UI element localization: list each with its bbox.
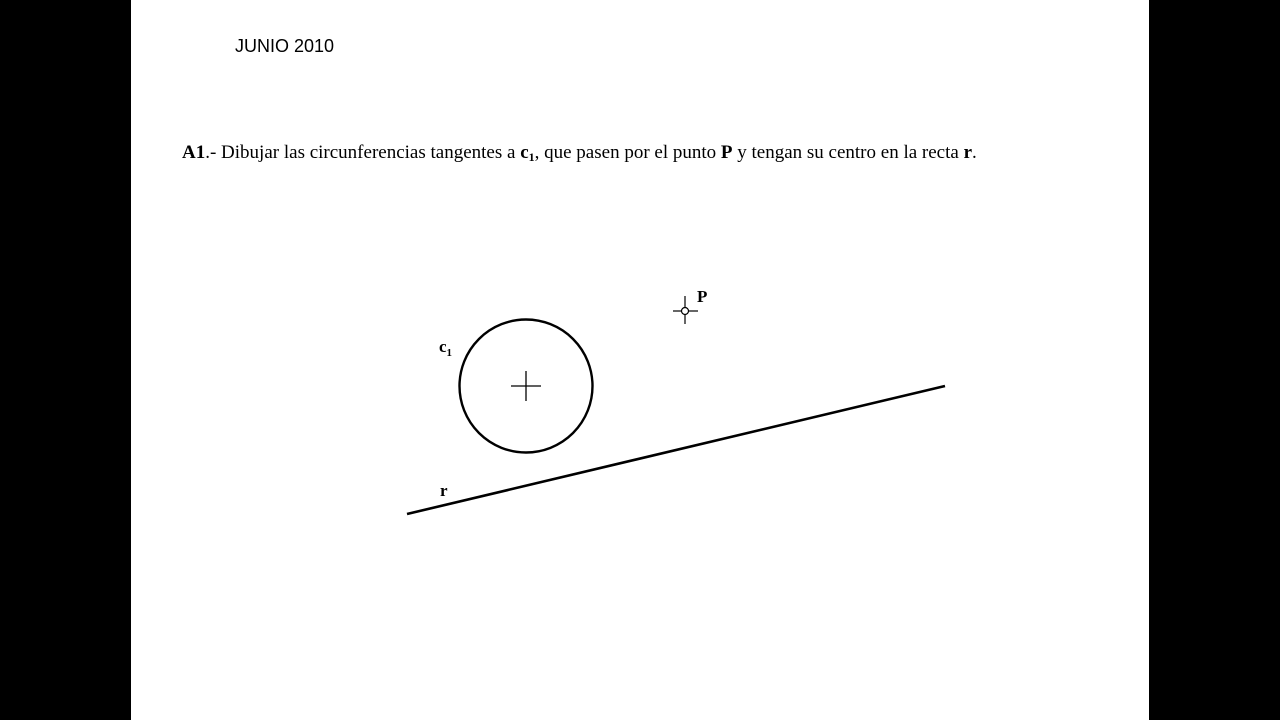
line-r: [407, 386, 945, 514]
circle-center-cross: [511, 371, 541, 401]
statement-point-ref: P: [720, 142, 733, 163]
geometry-figure: [131, 0, 1149, 720]
point-label: P: [697, 287, 708, 306]
point-p-marker: [673, 296, 698, 324]
circle-label: $c_1$: [439, 337, 453, 359]
statement-line-ref: r: [963, 142, 972, 163]
exercise-id: A1: [182, 142, 206, 163]
statement-text-2: , que pasen por el punto: [534, 142, 721, 163]
statement-circle-letter: c: [520, 142, 529, 163]
worksheet-page: [131, 0, 1149, 720]
statement-circle-subscript: 1: [528, 150, 535, 164]
statement-text-3: y tengan su centro en la recta: [732, 142, 964, 163]
statement-text-1: .- Dibujar las circunferencias tangentes a: [205, 142, 521, 163]
exam-date: JUNIO 2010: [235, 36, 335, 56]
statement-text-4: .: [972, 142, 977, 163]
line-label: r: [440, 481, 448, 500]
